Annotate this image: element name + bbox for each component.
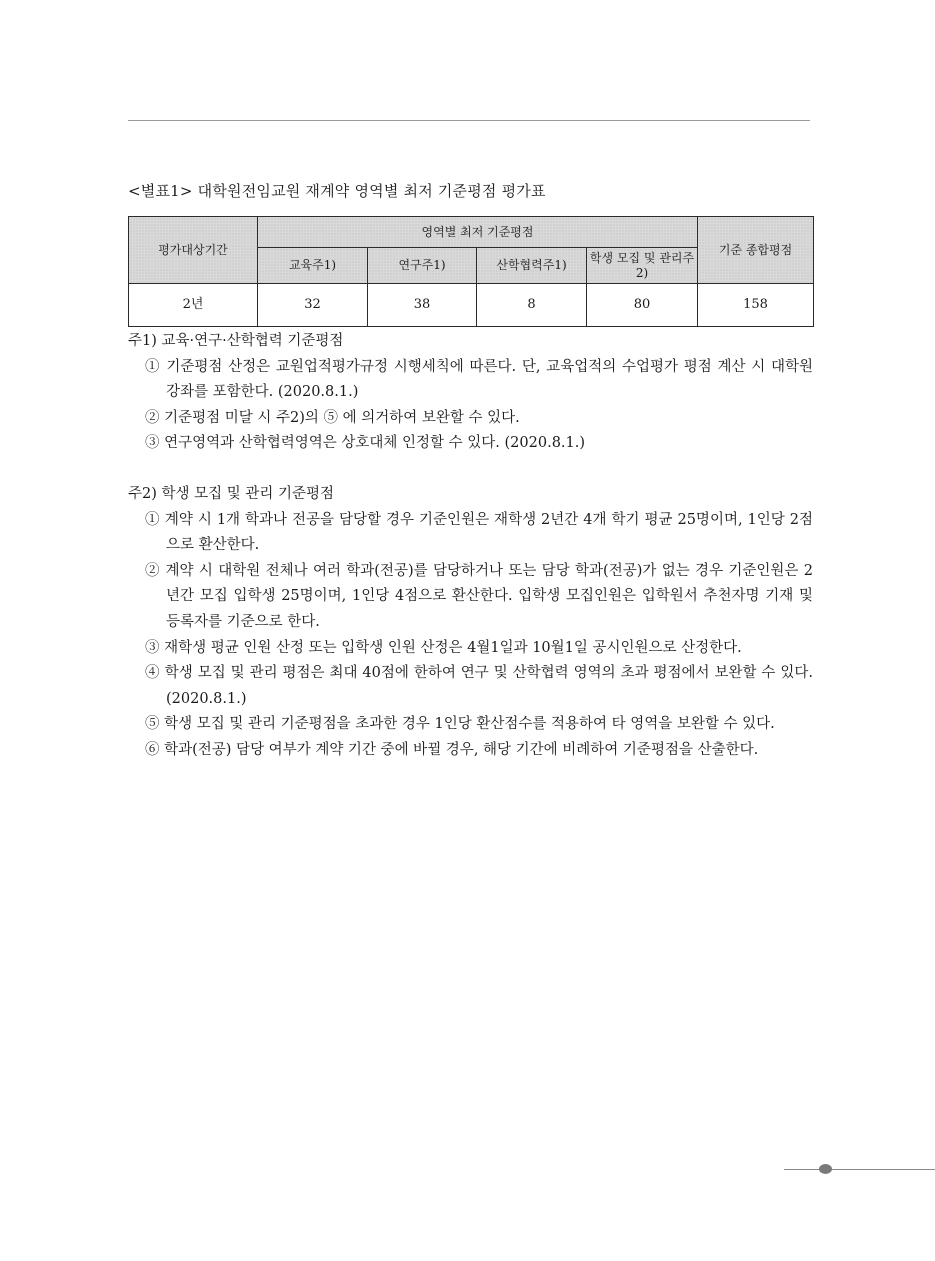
header-research: 연구주1) <box>368 248 477 284</box>
note1-heading: 주1) 교육·연구·산학협력 기준평점 <box>128 333 344 349</box>
cell-total: 158 <box>698 284 814 327</box>
note2-item-2: ② 계약 시 대학원 전체나 여러 학과(전공)를 담당하거나 또는 담당 학과(전공)가 없는 경우 기준인원은 2년간 모집 입학생 25명이며, 1인당 4점으로 환산한다. 입학생 모집인원은 입학원서 추천자명 기재 및 등록자를 기준으로 한다. <box>145 562 813 630</box>
note1-item-3: ③ 연구영역과 산학협력영역은 상호대체 인정할 수 있다. (2020.8.1.) <box>145 435 586 452</box>
note1-item-2: ② 기준평점 미달 시 주2)의 ⑤ 에 의거하여 보완할 수 있다. <box>145 409 520 426</box>
header-period: 평가대상기간 <box>129 217 258 284</box>
header-area-group: 영역별 최저 기준평점 <box>258 217 698 248</box>
header-total: 기준 종합평점 <box>698 217 814 284</box>
header-industry: 산학협력주1) <box>477 248 587 284</box>
cell-period: 2년 <box>129 284 258 327</box>
section-spacer <box>128 457 813 482</box>
note2-item-6: ⑥ 학과(전공) 담당 여부가 계약 기간 중에 바뀔 경우, 해당 기간에 비례하여 기준평점을 산출한다. <box>145 741 759 758</box>
cell-education: 32 <box>258 284 368 327</box>
header-education: 교육주1) <box>258 248 368 284</box>
note2-item-3: ③ 재학생 평균 인원 산정 또는 입학생 인원 산정은 4월1일과 10월1일 공시인원으로 산정한다. <box>145 639 742 656</box>
note2-item-1: ① 계약 시 1개 학과나 전공을 담당할 경우 기준인원은 재학생 2년간 4개 학기 평균 25명이며, 1인당 2점으로 환산한다. <box>145 511 813 554</box>
header-student: 학생 모집 및 관리주2) <box>587 248 698 284</box>
evaluation-table <box>128 216 814 327</box>
note2-heading: 주2) 학생 모집 및 관리 기준평점 <box>128 485 335 502</box>
cell-student: 80 <box>587 284 698 327</box>
table-title: <별표1> 대학원전임교원 재계약 영역별 최저 기준평점 평가표 <box>128 182 546 200</box>
note1-item-1: ① 기준평점 산정은 교원업적평가규정 시행세칙에 따른다. 단, 교육업적의 수업평가 평점 계산 시 대학원 강좌를 포함한다. (2020.8.1.) <box>145 358 813 401</box>
footer-dot-icon <box>819 1164 832 1174</box>
table-row <box>129 284 814 327</box>
cell-industry: 8 <box>477 284 587 327</box>
header-rule <box>128 120 810 121</box>
footer-rule <box>784 1169 935 1170</box>
note2-item-4: ④ 학생 모집 및 관리 평점은 최대 40점에 한하여 연구 및 산학협력 영역의 초과 평점에서 보완할 수 있다. (2020.8.1.) <box>145 665 813 707</box>
cell-research: 38 <box>368 284 477 327</box>
notes-section <box>128 329 813 764</box>
note2-item-5: ⑤ 학생 모집 및 관리 기준평점을 초과한 경우 1인당 환산점수를 적용하여 타 영역을 보완할 수 있다. <box>145 716 775 733</box>
